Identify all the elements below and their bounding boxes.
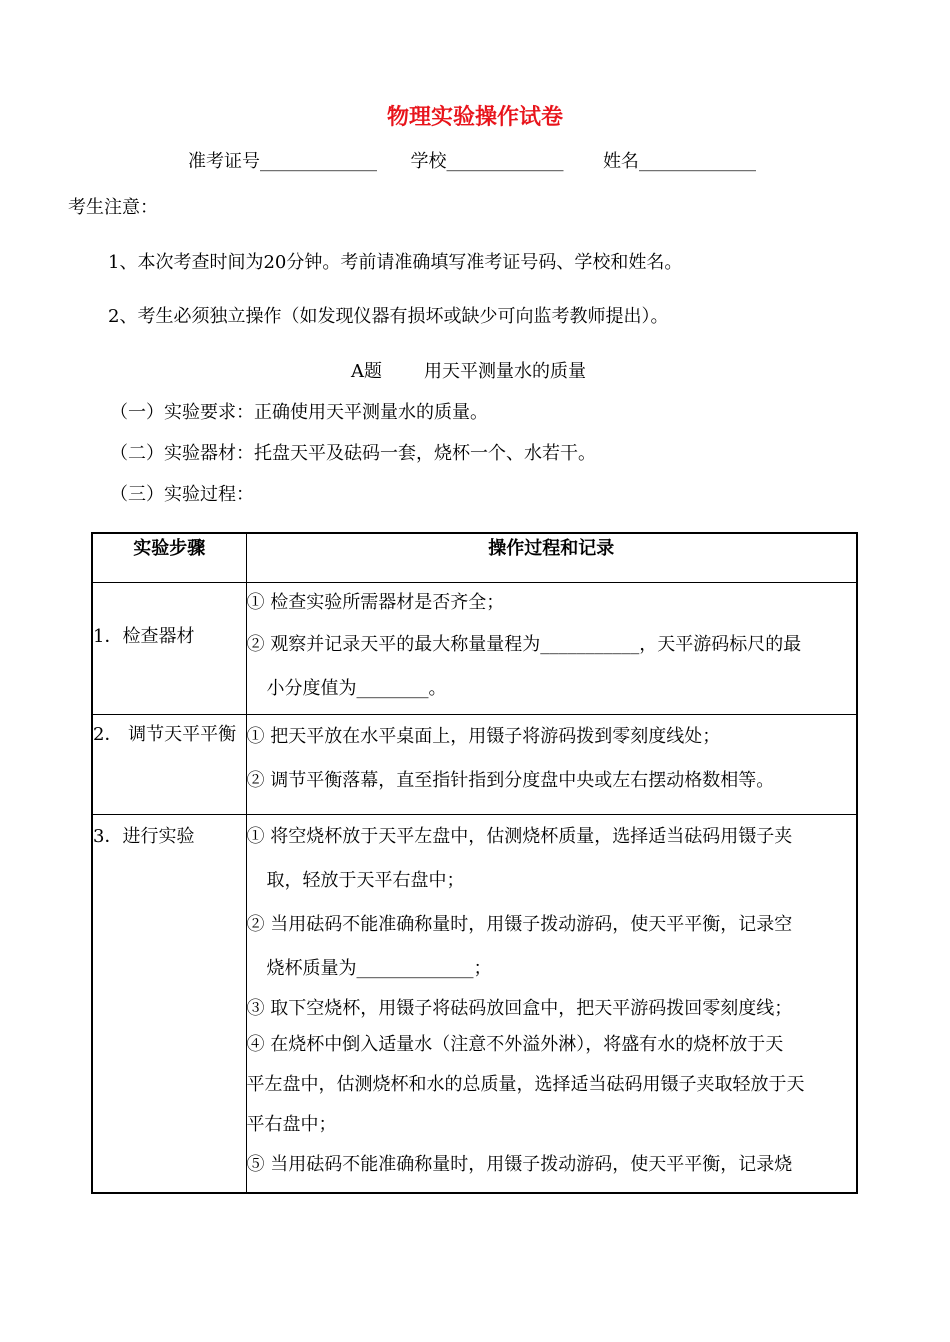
procedure-table (91, 532, 858, 1194)
table-row (92, 815, 857, 1193)
section-equipment: （二）实验器材：托盘天平及砝码一套，烧杯一个、水若干。 (110, 443, 596, 464)
record-cell (246, 815, 857, 1193)
step-cell: 3．进行实验 (92, 815, 246, 1193)
record-line: ① 将空烧杯放于天平左盘中，估测烧杯质量，选择适当砝码用镊子夹 (246, 826, 793, 847)
notice-item: 2、考生必须独立操作（如发现仪器有损坏或缺少可向监考教师提出）。 (108, 306, 669, 327)
field-label: 准考证号 (188, 151, 260, 172)
question-label: A题 (351, 361, 382, 382)
section-procedure: （三）实验过程： (110, 484, 254, 505)
exam-number-blank[interactable]: _____________ (260, 151, 377, 172)
record-line: ① 检查实验所需器材是否齐全； (246, 592, 505, 613)
section-requirement: （一）实验要求：正确使用天平测量水的质量。 (110, 402, 488, 423)
record-line: ② 观察并记录天平的最大称量量程为___________，天平游码标尺的最 (246, 634, 802, 655)
record-line: 小分度值为________。 (266, 678, 447, 699)
question-title (351, 357, 586, 383)
table-row (92, 715, 857, 815)
record-line: ④ 在烧杯中倒入适量水（注意不外溢外淋），将盛有水的烧杯放于天 (246, 1034, 784, 1055)
field-label: 学校 (410, 151, 447, 172)
header-record: 操作过程和记录 (246, 533, 857, 583)
table-header-row (92, 533, 857, 583)
record-line: ③ 取下空烧杯，用镊子将砝码放回盒中，把天平游码拨回零刻度线； (246, 998, 793, 1019)
notice-item: 1、本次考查时间为20分钟。考前请准确填写准考证号码、学校和姓名。 (108, 252, 683, 273)
field-exam-number (188, 147, 377, 173)
candidate-info-row (188, 147, 756, 173)
record-line: ② 调节平衡落幕，直至指针指到分度盘中央或左右摆动格数相等。 (246, 770, 775, 791)
record-line: 平左盘中，估测烧杯和水的总质量，选择适当砝码用镊子夹取轻放于天 (246, 1074, 805, 1095)
record-line: ⑤ 当用砝码不能准确称量时，用镊子拨动游码，使天平平衡，记录烧 (246, 1154, 793, 1175)
field-label: 姓名 (602, 151, 639, 172)
step-cell: 1．检查器材 (92, 583, 246, 715)
question-name: 用天平测量水的质量 (424, 361, 586, 382)
record-cell (246, 715, 857, 815)
record-line: ② 当用砝码不能准确称量时，用镊子拨动游码，使天平平衡，记录空 (246, 914, 793, 935)
record-line: ① 把天平放在水平桌面上，用镊子将游码拨到零刻度线处； (246, 726, 721, 747)
field-name (603, 147, 756, 173)
table-row (92, 583, 857, 715)
record-cell (246, 583, 857, 715)
header-step: 实验步骤 (92, 533, 246, 583)
field-school (410, 147, 563, 173)
step-cell: 2． 调节天平平衡 (92, 715, 246, 815)
record-line: 烧杯质量为_____________； (266, 958, 492, 979)
record-line: 平右盘中； (246, 1114, 337, 1135)
school-blank[interactable]: _____________ (446, 151, 564, 172)
notice-heading: 考生注意： (68, 197, 158, 218)
record-line: 取，轻放于天平右盘中； (266, 870, 465, 891)
name-blank[interactable]: _____________ (638, 151, 756, 172)
page-title: 物理实验操作试卷 (386, 105, 563, 130)
